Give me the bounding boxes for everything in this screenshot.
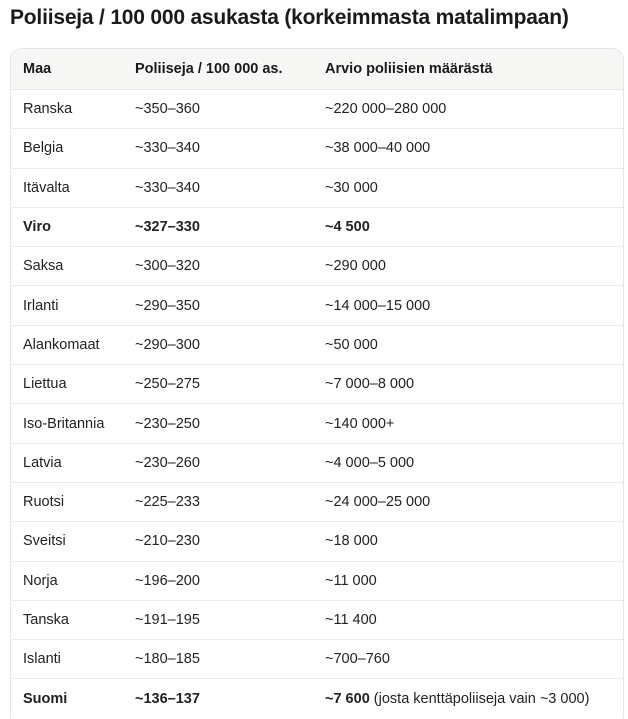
cell-country: Belgia [11,129,123,168]
cell-country: Islanti [11,640,123,679]
cell-per-100k: ~196–200 [123,561,313,600]
table-row [11,482,623,521]
cell-estimate [313,679,623,718]
cell-per-100k: ~230–260 [123,443,313,482]
cell-per-100k: ~350–360 [123,90,313,129]
table-row [11,679,623,718]
table-row [11,286,623,325]
cell-per-100k: ~300–320 [123,247,313,286]
cell-country: Norja [11,561,123,600]
page-title: Poliiseja / 100 000 asukasta (korkeimmasta matalimpaan) [10,6,569,29]
table-header [11,49,623,90]
table-body [11,90,623,718]
cell-per-100k: ~290–300 [123,325,313,364]
cell-per-100k: ~136–137 [135,690,200,707]
estimate-value: ~11 000 [325,572,377,589]
cell-estimate [313,129,623,168]
cell-per-100k: ~225–233 [123,482,313,521]
cell-country: Itävalta [11,168,123,207]
table-row [11,247,623,286]
cell-country: Sveitsi [11,522,123,561]
cell-per-100k: ~327–330 [123,207,313,246]
header-estimate: Arvio poliisien määrästä [313,49,623,90]
cell-estimate [313,482,623,521]
estimate-value: ~24 000–25 000 [325,494,431,511]
cell-estimate [313,404,623,443]
estimate-value: ~7 000–8 000 [325,376,415,393]
estimate-value: ~30 000 [325,179,378,196]
police-table-container [10,48,624,719]
cell-per-100k: ~180–185 [123,640,313,679]
cell-country: Alankomaat [11,325,123,364]
table-row [11,640,623,679]
estimate-note: (josta kenttäpoliiseja vain ~3 000) [373,690,590,707]
cell-estimate [313,90,623,129]
cell-country: Latvia [11,443,123,482]
cell-per-100k: ~191–195 [123,600,313,639]
estimate-value: ~14 000–15 000 [325,297,431,314]
cell-estimate [313,640,623,679]
table-row [11,207,623,246]
estimate-value: ~18 000 [325,533,378,550]
header-country: Maa [11,49,123,90]
header-per-100k: Poliiseja / 100 000 as. [123,49,313,90]
cell-country: Ranska [11,90,123,129]
estimate-value: ~11 400 [325,612,377,628]
table-row [11,365,623,404]
cell-estimate [313,325,623,364]
cell-country: Liettua [11,365,123,404]
table-row [11,168,623,207]
cell-country: Tanska [11,600,123,639]
cell-estimate [313,365,623,404]
header-row [11,49,623,90]
cell-estimate [313,168,623,207]
cell-country: Irlanti [11,286,123,325]
estimate-value: ~50 000 [325,336,378,353]
estimate-value: ~140 000+ [325,415,395,432]
table-row [11,561,623,600]
cell-estimate [313,600,623,639]
cell-country: Suomi [23,690,68,707]
cell-country: Viro [11,207,123,246]
cell-per-100k: ~230–250 [123,404,313,443]
cell-estimate [313,443,623,482]
estimate-value: ~38 000–40 000 [325,140,431,157]
cell-per-100k: ~330–340 [123,168,313,207]
cell-estimate [313,247,623,286]
table-row [11,404,623,443]
police-table [11,49,623,718]
table-row [11,325,623,364]
cell-per-100k: ~330–340 [123,129,313,168]
cell-estimate [313,522,623,561]
cell-per-100k: ~290–350 [123,286,313,325]
table-row [11,600,623,639]
table-row [11,443,623,482]
cell-per-100k: ~250–275 [123,365,313,404]
estimate-value: ~220 000–280 000 [325,101,447,118]
estimate-value: ~290 000 [325,258,386,275]
table-row [11,90,623,129]
cell-country: Saksa [11,247,123,286]
estimate-value: ~4 500 [325,219,370,236]
table-row [11,522,623,561]
estimate-value: ~700–760 [325,651,390,668]
cell-estimate [313,561,623,600]
cell-country: Ruotsi [11,482,123,521]
cell-country: Iso-Britannia [11,404,123,443]
cell-estimate [313,286,623,325]
estimate-value: ~7 600 [325,690,370,707]
cell-estimate [313,207,623,246]
table-row [11,129,623,168]
cell-per-100k: ~210–230 [123,522,313,561]
estimate-value: ~4 000–5 000 [325,454,415,471]
